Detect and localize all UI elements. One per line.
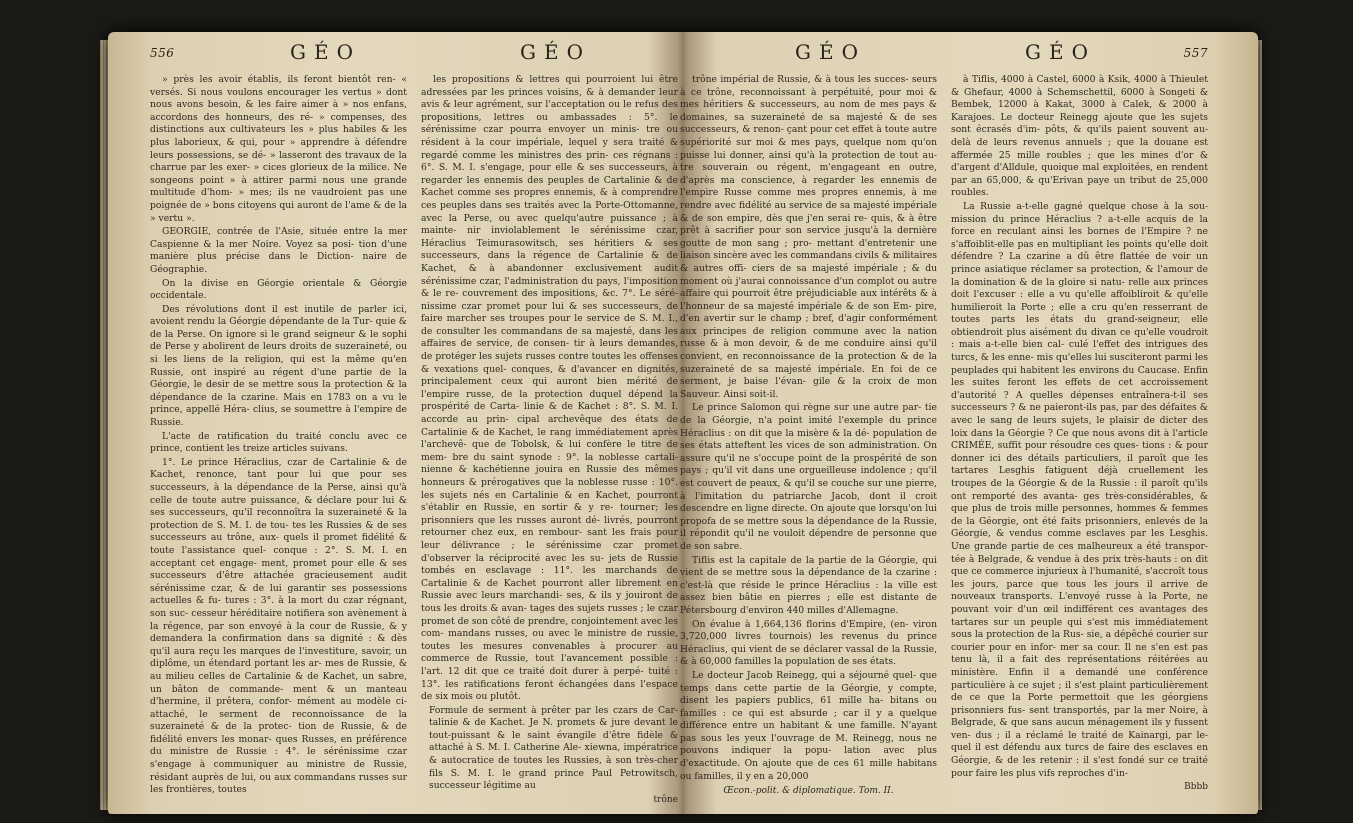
paragraph: On la divise en Géorgie orientale & Géorgie occidentale. xyxy=(150,277,407,302)
paragraph: à Tiflis, 4000 à Castel, 6000 à Ksik, 4000 à Thieulet & Ghefaur, 4000 à Schemschettil, 6000 à Songeti & Bembek, 12000 à Kakat, 3000 à Calek, & 2000 à Karajoes. Le docteur Reinegg ajoute que les sujets sont écrasés d'im- pôts, & qu'ils paient souvent au-delà de leurs revenus annuels ; que la douane est affermée 25 mille roubles ; que les mines d'or & d'argent d'Alldule, quoique mal exploitées, en rendent par an 65,000, & qu'Erivan paye un tribut de 25,000 roubles. xyxy=(951,74,1208,199)
signature-mark: Bbbb xyxy=(1184,782,1208,793)
right-header-word-2: GÉO xyxy=(1025,40,1096,64)
right-page-number: 557 xyxy=(1183,46,1208,60)
left-column-2 xyxy=(421,74,678,805)
paragraph: les propositions & lettres qui pourroient lui être adressées par les princes voisins, & à demander leur avis & leur agrément, sur l'acceptation ou le refus des propositions, lettres ou ambassades : 5°. le sérénissime czar pourra envoyer un minis- tre ou résident à la cour impériale, lequel y sera traité & regardé comme les ministres des prin- ces régnans : 6°. S. M. I. s'engage, pour elle & ses successeurs, à regarder les ennemis des peuples de Cartalinie & de Kachet comme ses propres ennemis, & à comprendre ces peuples dans ses traités avec la Porte-Ottomanne, avec la Perse, ou avec quelqu'autre puissance ; à mainte- nir inviolablement le sérénissime czar, Héraclius Teimurasowitsch, ses héritiers & ses successeurs, dans la régence de Cartalinie & de Kachet, & à abandonner exclusivement audit sérénissime czar, l'administration du pays, l'imposition & le re- couvrement des impositions, &c. 7°. Le séré- nissime czar promet pour lui & ses successeurs, de faire marcher ses troupes pour le service de S. M. I., de consulter les commandans de sa majesté, dans les affaires de service, de consen- tir à leurs demandes, de protéger les sujets russes contre toutes les offenses & vexations quel- conques, & d'avancer en dignités, principalement ceux qui auront bien mérité de l'empire russe, de la protection duquel dépend la prospérité de Carta- linie & de Kachet : 8°. S. M. I. accorde au prin- cipal archevêque des états de Cartalinie & de Kachet, le rang immédiatement après l'archevê- que de Tobolsk, & lui confère le titre de mem- bre du saint synode : 9°. la noblesse cartali- nienne & kachétienne jouira en Russie des mêmes honneurs & prérogatives que la noblesse russe : 10°. les sujets nés en Cartalinie & en Kachet, pourront s'établir en Russie, en sortir & y re- tourner; les prisonniers que les russes auront dé- livrés, pourront retourner chez eux, en rembour- sant les frais pour leur délivrance ; le sérénissime czar promet d'observer la réciprocité avec les su- jets de Russie tombés en esclavage : 11°. les marchands de Cartalinie & de Kachet pourront aller librement en Russie avec leurs marchandi- ses, & ils y jouiront de tous les droits & avan- tages des sujets russes ; le czar promet de son côté de prendre, conjointement avec les com- mandans russes, ou avec le ministre de russie, toutes les mesures convenables à procurer au commerce de Russie, tout l'avancement possible : l'art. 12 dit que ce traité doit durer à perpé- tuité : 13°. les ratifications feront échangées dans l'espace de six mois ou plutôt. xyxy=(421,74,678,703)
left-header-word-1: GÉO xyxy=(290,40,361,64)
right-column-2 xyxy=(951,74,1208,793)
paragraph: Le prince Salomon qui règne sur une autre par- tie de la Géorgie, n'a point imité l'exemple du prince Héraclius : on dit que la misère & la dé- population de ses états atteftent les vices de son administration. On assure qu'il ne s'occupe point de la prospérité de son pays ; qu'il vit dans une orgueilleuse indolence ; qu'il est couvert de peaux, & qu'il se couche sur une pierre, à l'imitation du patriarche Jacob, dont il croit descendre en ligne directe. On ajoute que lorsqu'on lui propofa de se mettre sous la dépendance de la Russie, il répondit qu'il ne vouloit dépendre de personne que de son sabre. xyxy=(680,402,937,552)
left-column-1 xyxy=(150,74,407,796)
paragraph: 1°. Le prince Héraclius, czar de Cartalinie & de Kachet, renonce, tant pour lui que pour ses successeurs, à la dépendance de la Perse, ainsi qu'à celle de toute autre puissance, & déclare pour lui & ses successeurs, qu'il reconnoîtra la suzeraineté & la protection de S. M. I. de tou- tes les Russies & de ses successeurs au trône, aux- quels il promet fidélité & toute l'assistance quel- conque : 2°. S. M. I. en acceptant cet engage- ment, promet pour elle & ses successeurs d'être attachée gracieusement audit sérénissime czar, & de lui garantir ses possessions actuelles & fu- tures : 3°. à la mort du czar régnant, son suc- cesseur héréditaire notifiera son avènement à la régence, par son envoyé à la cour de Russie, & y demandera la confirmation dans sa dignité : & dès qu'il aura reçu les marques de l'investiture, savoir, un diplôme, un étendard portant les ar- mes de Russie, & au milieu celles de Cartalinie & de Kachet, un sabre, un bâton de commande- ment & un manteau d'hermine, il prêtera, confor- mément au modèle ci-attaché, le serment de reconnoissance de la suzeraineté & de la protec- tion de Russie, & de fidélité envers les monar- ques Russes, en préférence du ministre de Russie : 4°. le sérénissime czar s'engage à communiquer au ministre de Russie, résidant auprès de lui, ou aux commandans russes sur les frontières, toutes xyxy=(150,456,407,796)
right-header-word-1: GÉO xyxy=(795,40,866,64)
left-running-head xyxy=(150,40,678,74)
paragraph: » près les avoir établis, ils feront bientôt ren- « versés. Si nous voulons encourager les vertus » dont nous avons besoin, & les faire aimer à » nos enfans, accordons des honneurs, des ré- » compenses, des distinctions aux cultivateurs les » plus habiles & les plus laborieux, & qui, pour » apprendre à défendre leurs possessions, se dé- » lasseront des travaux de la charrue par les exer- » cices glorieux de la milice. Ne songeons point » à attirer parmi nous une grande multitude d'hom- » mes; ils ne vaudroient pas une poignée de » bons citoyens qui auront de l'ame & de la » vertu ». xyxy=(150,74,407,224)
paragraph: Le docteur Jacob Reinegg, qui a séjourné quel- que temps dans cette partie de la Géorgie, y compte, disent les papiers publics, 61 mille ha- bitans ou familles : ce qui est absurde ; car il y a quelque différence entre un habitant & une famille. N'ayant pas sous les yeux l'ouvrage de M. Reinegg, nous ne pouvons indiquer la popu- lation avec plus d'exactitude. On ajoute que de ces 61 mille habitans ou familles, il y en a 20,000 xyxy=(680,669,937,782)
right-column-1 xyxy=(680,74,937,797)
right-running-head xyxy=(680,40,1208,74)
left-header-word-2: GÉO xyxy=(520,40,591,64)
paragraph: L'acte de ratification du traité conclu avec ce prince, contient les treize articles suivans. xyxy=(150,430,407,455)
right-page xyxy=(680,40,1208,800)
catchword: trône xyxy=(653,794,678,805)
footer-title: Œcon.-polit. & diplomatique. Tom. II. xyxy=(723,786,894,797)
left-page xyxy=(150,40,678,805)
paragraph: GEORGIE, contrée de l'Asie, située entre la mer Caspienne & la mer Noire. Voyez sa posi- tion d'une manière plus précise dans le Diction- naire de Géographie. xyxy=(150,226,407,275)
oath-formula: Formule de serment à prêter par les czars de Car- talinie & de Kachet. Je N. promets & jure devant le tout-puissant & le saint évangile d'être fidèle & attaché à S. M. I. Catherine Ale- xiewna, impératrice & autocratice de toutes les Russies, à son très-cher fils S. M. I. le grand prince Paul Petrowitsch, successeur légitime au xyxy=(429,704,678,792)
paragraph: trône impérial de Russie, & à tous les succes- seurs à ce trône, reconnoissant à perpétuité, pour moi & mes héritiers & successeurs, au nom de mes pays & domaines, sa suzeraineté de sa majesté & de ses successeurs, & renon- çant pour cet effet à toute autre supériorité sur moi & mes pays, quelque nom qu'on puisse lui donner, ainsi qu'à la protection de tout au- tre souverain ou régent, m'engageant en outre, d'après ma conscience, à regarder les ennemis de l'empire Russe comme mes propres ennemis, à me rendre avec fidélité au service de sa majesté impériale & de son empire, dès que j'en serai re- quis, & à être prêt à sacrifier pour son service jusqu'à la dernière goutte de mon sang ; pro- mettant d'entretenir une liaison sincère avec les commandans civils & militaires & autres offi- ciers de sa majesté impériale ; & du moment où j'aurai connoissance d'un complot ou autre affaire qui pourroit être préjudiciable aux intérêts & à l'honneur de sa majesté impériale & de son Em- pire, d'en avertir sur le champ ; bref, d'agir conformément aux principes de religion commune avec la nation russe & à mon devoir, & de me conduire ainsi qu'il convient, en reconnoissance de la protection & de la suzeraineté de sa majesté impériale. En foi de ce serment, je baise l'évan- gile & la croix de mon Sauveur. Ainsi soit-il. xyxy=(680,74,937,400)
paragraph: Des révolutions dont il est inutile de parler ici, avoient rendu la Géorgie dépendante de la Tur- quie & de la Perse. On ignore si le grand seigneur & le sophi de Perse y abolirent de leurs droits de suzeraineté, ou si les liens de la religion, qui est la même qu'en Russie, ont inspiré au régent d'une partie de la Géorgie, le desir de se mettre sous la protection & la dépendance de la czarine. Mais en 1783 on a vu le prince, appellé Héra- clius, se soumettre à l'empire de Russie. xyxy=(150,303,407,429)
paragraph: Tiflis est la capitale de la partie de la Géorgie, qui vient de se mettre sous la dépendance de la czarine : c'est-là que réside le prince Héraclius : la ville est assez bien bâtie en pierres ; elle est distante de Pétersbourg d'environ 440 milles d'Allemagne. xyxy=(680,554,937,616)
paragraph: On évalue à 1,664,136 florins d'Empire, (en- viron 3,720,000 livres tournois) les revenus du prince Héraclius, qui vient de se déclarer vassal de la Russie, & à 60,000 familles la population de ses états. xyxy=(680,618,937,668)
left-page-number: 556 xyxy=(150,46,175,60)
paragraph: La Russie a-t-elle gagné quelque chose à la sou- mission du prince Héraclius ? a-t-elle acquis de la force en reculant ainsi les bornes de l'Empire ? ne s'affoiblit-elle pas en multipliant les points qu'elle doit défendre ? La czarine a dû être flattée de voir un prince asiatique réclamer sa protection, & l'amour de la domination & de la gloire si natu- relle aux princes doit l'excuser : elle a vu qu'elle affoibliroit & qu'elle humilieroit la Porte ; elle a cru qu'en resserrant de toutes parts les états du grand-seigneur, elle obtiendroit plus aisément du divan ce qu'elle voudroit : mais a-t-elle bien cal- culé l'effet des intrigues des turcs, & les enne- mis qu'elles lui susciteront parmi les peuplades qui habitent les environs du Caucase. Enfin les suites feront les effets de cet accroissement d'autorité ? A quelles dépenses entraînera-t-il ses successeurs ? & ne paieront-ils pas, par des défaites & avec le sang de leurs sujets, le plaisir de dicter des loix dans la Géorgie ? Ce que nous avons dit à l'article CRIMÉE, suffit pour résoudre ces ques- tions : & pour donner ici des détails particuliers, il paroît que les tartares Lesghis fatiguent déjà cruellement les troupes de la Géorgie & de la Russie : il paroît qu'ils ont remporté des avanta- ges très-considérables, & que plus de trois mille personnes, hommes & femmes de la Géorgie, ont été faits prisonniers, enlevés de la Géorgie, & vendus comme esclaves par les Lesghis. Une grande partie de ces malheureux a été transpor- tée à Belgrade, & vendue à des prix très-hauts : on dit que ce commerce injurieux à l'humanité, s'accroît tous les jours, parce que tous les jours il arrive de nouveaux transports. L'envoyé russe à la Porte, ne pouvant voir d'un œil indifférent ces avantages des tartares sur un peuple qui s'est mis immédiatement sous la protection de la Rus- sie, a dépêché courier sur courier pour en infor- mer sa cour. Il ne s'en est pas tenu là, il a fait des représentations réitérées au ministère. Enfin il a demandé une conférence particulière à ce sujet ; il s'est plaint particulièrement de ce que la Porte permettoit que les géorgiens prisonniers fus- sent transportés, par la mer Noire, à Belgrade, & que sans aucun ménagement ils y fussent ven- dus ; il a réclamé le traité de Kainargi, par le- quel il est défendu aux turcs de faire des esclaves en Géorgie, & de les retenir : il s'est fondé sur ce traité pour faire les plus vifs reproches d'in- xyxy=(951,200,1208,779)
